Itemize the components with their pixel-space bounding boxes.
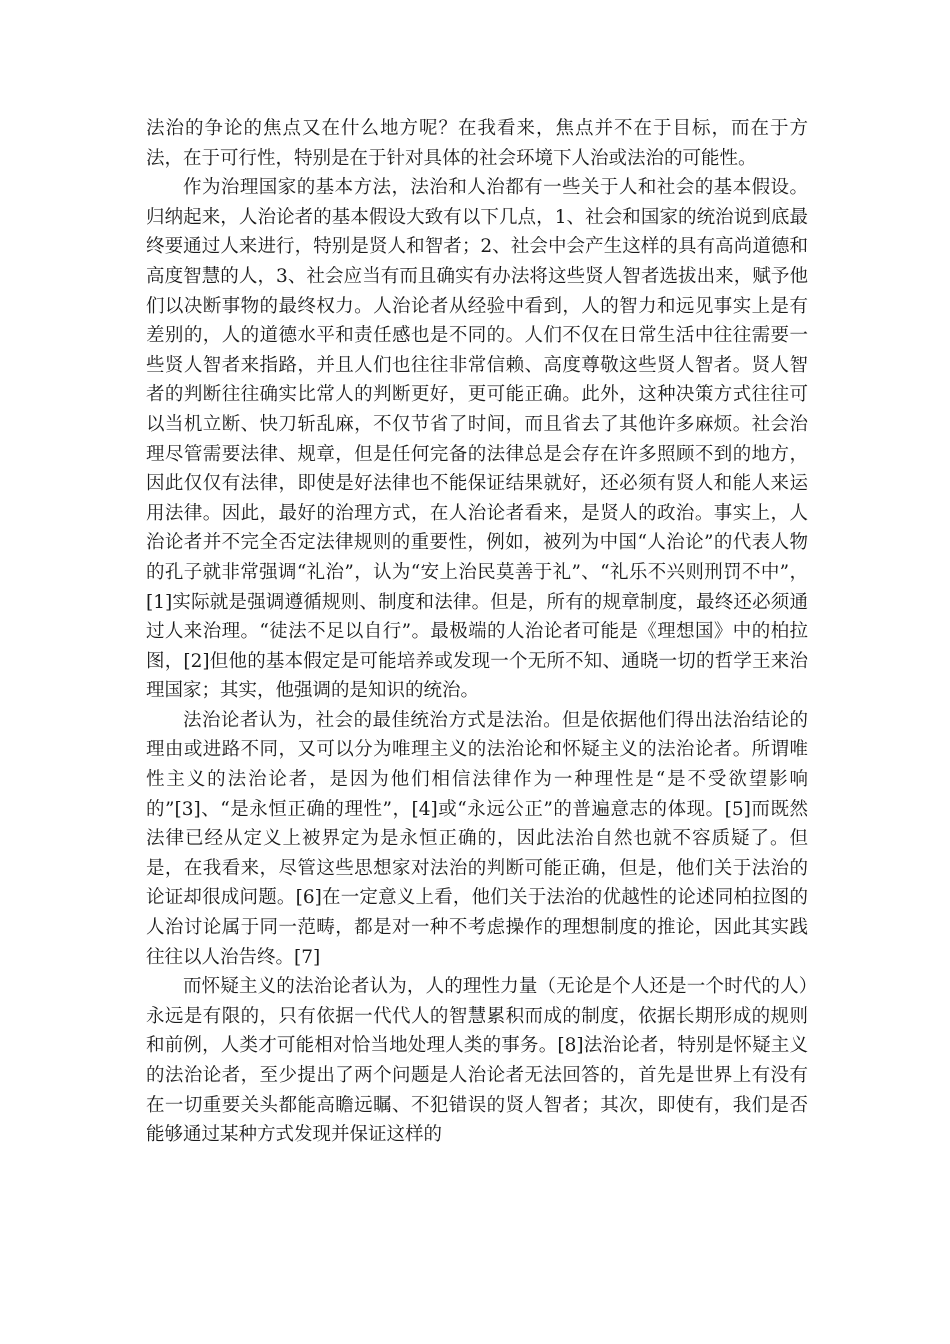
paragraph-2: 作为治理国家的基本方法，法治和人治都有一些关于人和社会的基本假设。归纳起来，人治论者的基本假设大致有以下几点，1、社会和国家的统治说到底最终要通过人来进行，特别是贤人和智者；2、社会中会产生这样的具有高尚道德和高度智慧的人，3、社会应当有而且确实有办法将这些贤人智者选拔出来，赋予他们以决断事物的最终权力。人治论者从经验中看到，人的智力和远见事实上是有差别的，人的道德水平和责任感也是不同的。人们不仅在日常生活中往往需要一些贤人智者来指路，并且人们也往往非常信赖、高度尊敬这些贤人智者。贤人智者的判断往往确实比常人的判断更好，更可能正确。此外，这种决策方式往往可以当机立断、快刀斩乱麻，不仅节省了时间，而且省去了其他许多麻烦。社会治理尽管需要法律、规章，但是任何完备的法律总是会存在许多照顾不到的地方，因此仅仅有法律，即使是好法律也不能保证结果就好，还必须有贤人和能人来运用法律。因此，最好的治理方式，在人治论者看来，是贤人的政治。事实上，人治论者并不完全否定法律规则的重要性，例如，被列为中国“人治论”的代表人物的孔子就非常强调“礼治”，认为“安上治民莫善于礼”、“礼乐不兴则刑罚不中”，[1]实际就是强调遵循规则、制度和法律。但是，所有的规章制度，最终还必须通过人来治理。“徒法不足以自行”。最极端的人治论者可能是《理想国》中的柏拉图，[2]但他的基本假定是可能培养或发现一个无所不知、通晓一切的哲学王来治理国家；其实，他强调的是知识的统治。 (146, 177, 808, 702)
body-text (146, 114, 808, 1150)
paragraph-1: 法治的争论的焦点又在什么地方呢？在我看来，焦点并不在于目标，而在于方法，在于可行性，特别是在于针对具体的社会环境下人治或法治的可能性。 (146, 118, 808, 169)
paragraph-4: 而怀疑主义的法治论者认为，人的理性力量（无论是个人还是一个时代的人）永远是有限的，只有依据一代代人的智慧累积而成的制度，依据长期形成的规则和前例，人类才可能相对恰当地处理人类的事务。[8]法治论者，特别是怀疑主义的法治论者，至少提出了两个问题是人治论者无法回答的，首先是世界上有没有在一切重要关头都能高瞻远瞩、不犯错误的贤人智者；其次，即使有，我们是否能够通过某种方式发现并保证这样的 (146, 976, 808, 1146)
paragraph-3: 法治论者认为，社会的最佳统治方式是法治。但是依据他们得出法治结论的理由或进路不同，又可以分为唯理主义的法治论和怀疑主义的法治论者。所谓唯性主义的法治论者，是因为他们相信法律作为一种理性是“是不受欲望影响的”[3]、“是永恒正确的理性”，[4]或“永远公正”的普遍意志的体现。[5]而既然法律已经从定义上被界定为是永恒正确的，因此法治自然也就不容质疑了。但是，在我看来，尽管这些思想家对法治的判断可能正确，但是，他们关于法治的论证却很成问题。[6]在一定意义上看，他们关于法治的优越性的论述同柏拉图的人治讨论属于同一范畴，都是对一种不考虑操作的理想制度的推论，因此其实践往往以人治告终。[7] (146, 709, 808, 968)
